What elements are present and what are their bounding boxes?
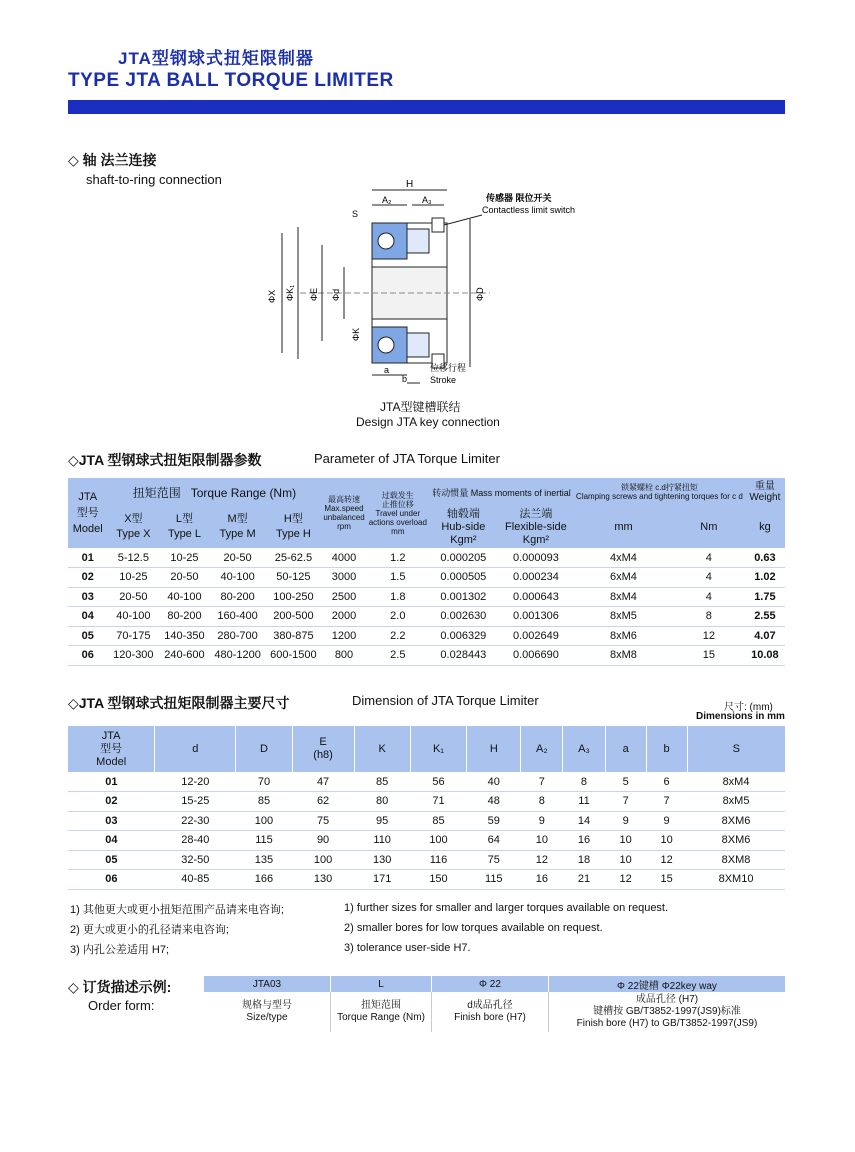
page-title-cn: JTA型钢球式扭矩限制器 (118, 49, 314, 68)
params-row (68, 607, 785, 627)
dims-cell: 16 (563, 831, 605, 851)
params-inertia-header: 转动惯量 Mass moments of inertial (429, 478, 574, 506)
params-cell: 12 (673, 626, 745, 646)
params-cell: 1.02 (745, 568, 785, 588)
dims-cell: 64 (467, 831, 521, 851)
label-K1: ΦK₁ (285, 284, 295, 301)
params-cell: 120-300 (107, 646, 159, 666)
params-stroke-header: 过载发生 止推位移 Travel under actions overload mm (367, 478, 429, 548)
dims-cell: 14 (563, 811, 605, 831)
dims-cell: 85 (236, 792, 292, 812)
params-flex-header: 法兰端 Flexible-side Kgm² (498, 506, 574, 548)
params-cell: 06 (68, 646, 107, 666)
design-caption-en: Design JTA key connection (356, 415, 500, 429)
dims-cell: 12 (521, 850, 563, 870)
note-cn-1: 1) 其他更大或更小扭矩范围产品请来电咨询; (70, 904, 284, 916)
label-X: ΦX (267, 289, 277, 303)
dims-cell: 166 (236, 870, 292, 890)
params-cell: 20-50 (159, 568, 209, 588)
sensor-label-en: Contactless limit switch (482, 205, 576, 215)
dims-cell: 8XM10 (687, 870, 785, 890)
dims-heading-en: Dimension of JTA Torque Limiter (352, 693, 539, 708)
dims-table (68, 726, 785, 890)
order-label-keyway: 成品孔径 (H7) 键槽按 GB/T3852-1997(JS9)标准 Finish bore (H7) to GB/T3852-1997(JS9) (576, 994, 758, 1029)
params-heading-en: Parameter of JTA Torque Limiter (314, 451, 500, 466)
params-cell: 480-1200 (210, 646, 266, 666)
dims-cell: 8XM8 (687, 850, 785, 870)
design-caption-cn: JTA型键槽联结 (380, 400, 461, 414)
order-table (204, 976, 785, 1032)
sensor-leader (444, 215, 482, 225)
params-cell: 20-50 (107, 587, 159, 607)
params-cell: 0.001302 (429, 587, 498, 607)
notes-en (344, 898, 668, 958)
dims-header-cell: a (605, 726, 646, 772)
params-cell: 140-350 (159, 626, 209, 646)
note-cn-2: 2) 更大或更小的孔径请来电咨询; (70, 924, 229, 936)
params-cell: 4 (673, 587, 745, 607)
params-cell: 280-700 (210, 626, 266, 646)
dims-heading-cn: ◇JTA 型钢球式扭矩限制器主要尺寸 (68, 695, 290, 711)
params-cell: 380-875 (266, 626, 322, 646)
dims-row (68, 772, 785, 792)
params-cell: 10-25 (159, 548, 209, 568)
params-cell: 100-250 (266, 587, 322, 607)
dims-header-cell: b (646, 726, 687, 772)
params-cell: 05 (68, 626, 107, 646)
dims-cell: 110 (354, 831, 410, 851)
params-speed-header: 最高转速 Max.speed unbalanced rpm (321, 478, 366, 548)
params-cell: 4 (673, 568, 745, 588)
label-d: Φd (331, 288, 341, 301)
order-heading-en: Order form: (88, 998, 155, 1013)
dims-cell: 8XM6 (687, 831, 785, 851)
params-cell: 0.000234 (498, 568, 574, 588)
params-row (68, 587, 785, 607)
dims-cell: 12-20 (155, 772, 236, 792)
notes-cn (70, 900, 284, 960)
params-cell: 70-175 (107, 626, 159, 646)
params-cell: 02 (68, 568, 107, 588)
dims-header-cell: K (354, 726, 410, 772)
dims-cell: 71 (410, 792, 466, 812)
dims-cell: 10 (605, 850, 646, 870)
params-cell: 80-200 (159, 607, 209, 627)
dims-header-cell: A₂ (521, 726, 563, 772)
dims-row (68, 870, 785, 890)
params-cell: 4.07 (745, 626, 785, 646)
dims-cell: 85 (410, 811, 466, 831)
label-D: ΦD (475, 287, 485, 301)
order-value-keyway: Φ 22键槽 Φ22key way (549, 976, 786, 992)
dims-cell: 80 (354, 792, 410, 812)
dims-cell: 7 (605, 792, 646, 812)
params-cell: 8xM6 (574, 626, 673, 646)
dims-cell: 15-25 (155, 792, 236, 812)
params-weight-header: 重量 Weight (745, 478, 785, 506)
dims-cell: 56 (410, 772, 466, 792)
params-cell: 800 (321, 646, 366, 666)
dims-cell: 8 (521, 792, 563, 812)
connection-heading-en: shaft-to-ring connection (86, 172, 222, 187)
dims-cell: 116 (410, 850, 466, 870)
params-row (68, 626, 785, 646)
dims-cell: 15 (646, 870, 687, 890)
order-heading-cn: ◇ 订货描述示例: (68, 979, 172, 995)
params-cell: 40-100 (107, 607, 159, 627)
dims-cell: 47 (292, 772, 354, 792)
note-cn-3: 3) 内孔公差适用 H7; (70, 944, 170, 956)
dims-cell: 135 (236, 850, 292, 870)
note-en-2: 2) smaller bores for low torques available on request. (344, 922, 603, 934)
lower-ball (378, 337, 394, 353)
dims-cell: 18 (563, 850, 605, 870)
dims-cell: 8xM5 (687, 792, 785, 812)
dims-cell: 10 (605, 831, 646, 851)
upper-ball (378, 233, 394, 249)
dims-cell: 150 (410, 870, 466, 890)
dims-cell: 28-40 (155, 831, 236, 851)
params-cell: 10-25 (107, 568, 159, 588)
dims-cell: 21 (563, 870, 605, 890)
dims-row (68, 850, 785, 870)
params-cell: 0.006690 (498, 646, 574, 666)
params-cell: 1.8 (367, 587, 429, 607)
params-cell: 6xM4 (574, 568, 673, 588)
dims-cell: 6 (646, 772, 687, 792)
order-label-size: 规格与型号 Size/type (204, 992, 331, 1032)
params-cell: 0.000643 (498, 587, 574, 607)
params-cell: 25-62.5 (266, 548, 322, 568)
dims-cell: 03 (68, 811, 155, 831)
params-cell: 2.0 (367, 607, 429, 627)
dims-cell: 10 (646, 831, 687, 851)
dims-cell: 01 (68, 772, 155, 792)
params-cell: 40-100 (159, 587, 209, 607)
params-cell: 4 (673, 548, 745, 568)
stroke-label-cn: 位移行程 (430, 363, 467, 373)
params-cell: 40-100 (210, 568, 266, 588)
dims-cell: 75 (467, 850, 521, 870)
dims-cell: 95 (354, 811, 410, 831)
upper-switch (432, 218, 444, 232)
dims-cell: 12 (646, 850, 687, 870)
label-S: S (352, 209, 359, 219)
params-row (68, 568, 785, 588)
params-cell: 4000 (321, 548, 366, 568)
dims-header-cell: D (236, 726, 292, 772)
sensor-label-cn: 传感器 限位开关 (486, 193, 552, 203)
dims-cell: 22-30 (155, 811, 236, 831)
dims-cell: 9 (646, 811, 687, 831)
params-cell: 8xM5 (574, 607, 673, 627)
dims-cell: 75 (292, 811, 354, 831)
dims-cell: 04 (68, 831, 155, 851)
dims-cell: 8xM4 (687, 772, 785, 792)
params-cell: 200-500 (266, 607, 322, 627)
note-en-3: 3) tolerance user-side H7. (344, 942, 471, 954)
params-cell: 2.5 (367, 646, 429, 666)
params-row (68, 646, 785, 666)
dims-cell: 8XM6 (687, 811, 785, 831)
dims-cell: 9 (605, 811, 646, 831)
label-H: H (406, 179, 414, 190)
dims-header-cell: JTA 型号 Model (68, 726, 155, 772)
order-value-torque: L (331, 976, 432, 992)
params-heading-cn: ◇JTA 型钢球式扭矩限制器参数 (68, 452, 262, 468)
dims-cell: 59 (467, 811, 521, 831)
note-en-1: 1) further sizes for smaller and larger torques available on request. (344, 902, 669, 914)
params-clamp-header: 锁紧螺栓 c.d拧紧扭矩 Clamping screws and tightening torques for c d (574, 478, 745, 506)
params-x-header: X型 Type X (107, 506, 159, 548)
params-cell: 1.75 (745, 587, 785, 607)
order-value-size: JTA03 (204, 976, 331, 992)
dims-row (68, 811, 785, 831)
params-h-header: H型 Type H (266, 506, 322, 548)
params-cell: 3000 (321, 568, 366, 588)
params-cell: 0.006329 (429, 626, 498, 646)
dims-cell: 40 (467, 772, 521, 792)
label-A3: A₃ (422, 195, 432, 205)
label-a: a (384, 365, 390, 375)
dims-cell: 7 (646, 792, 687, 812)
dims-cell: 7 (521, 772, 563, 792)
params-cell: 0.028443 (429, 646, 498, 666)
params-m-header: M型 Type M (210, 506, 266, 548)
params-nm-header: Nm (673, 506, 745, 548)
params-cell: 0.000093 (498, 548, 574, 568)
dims-cell: 16 (521, 870, 563, 890)
dims-header-cell: K₁ (410, 726, 466, 772)
dims-header-cell: d (155, 726, 236, 772)
dims-cell: 48 (467, 792, 521, 812)
dims-cell: 12 (605, 870, 646, 890)
params-kg-header: kg (745, 506, 785, 548)
params-cell: 1200 (321, 626, 366, 646)
dims-row (68, 831, 785, 851)
dims-cell: 100 (292, 850, 354, 870)
params-l-header: L型 Type L (159, 506, 209, 548)
params-cell: 0.002630 (429, 607, 498, 627)
params-cell: 0.000205 (429, 548, 498, 568)
connection-heading-cn: ◇ 轴 法兰连接 (68, 152, 157, 168)
label-K: ΦK (351, 327, 361, 341)
torque-limiter-drawing (260, 175, 600, 390)
dims-cell: 8 (563, 772, 605, 792)
params-cell: 50-125 (266, 568, 322, 588)
label-E: ΦE (309, 287, 319, 301)
dims-cell: 06 (68, 870, 155, 890)
dims-header-cell: S (687, 726, 785, 772)
dims-cell: 130 (292, 870, 354, 890)
dims-cell: 10 (521, 831, 563, 851)
params-cell: 160-400 (210, 607, 266, 627)
dims-cell: 5 (605, 772, 646, 792)
params-cell: 1.2 (367, 548, 429, 568)
params-cell: 2500 (321, 587, 366, 607)
dims-row (68, 792, 785, 812)
params-cell: 04 (68, 607, 107, 627)
params-cell: 15 (673, 646, 745, 666)
order-label-bore: d成品孔径 Finish bore (H7) (432, 992, 549, 1032)
dims-cell: 70 (236, 772, 292, 792)
params-cell: 4xM4 (574, 548, 673, 568)
params-cell: 600-1500 (266, 646, 322, 666)
label-b: b (402, 374, 408, 384)
dims-cell: 02 (68, 792, 155, 812)
dims-cell: 62 (292, 792, 354, 812)
dims-cell: 100 (410, 831, 466, 851)
dims-cell: 90 (292, 831, 354, 851)
dims-cell: 9 (521, 811, 563, 831)
dims-header-cell: A₃ (563, 726, 605, 772)
title-divider-bar (68, 100, 785, 114)
lower-flange (407, 333, 429, 357)
params-cell: 2000 (321, 607, 366, 627)
params-cell: 01 (68, 548, 107, 568)
params-cell: 2.2 (367, 626, 429, 646)
params-hub-header: 轴毂端 Hub-side Kgm² (429, 506, 498, 548)
params-cell: 20-50 (210, 548, 266, 568)
params-cell: 2.55 (745, 607, 785, 627)
dims-cell: 115 (467, 870, 521, 890)
params-cell: 03 (68, 587, 107, 607)
order-value-bore: Φ 22 (432, 976, 549, 992)
upper-flange (407, 229, 429, 253)
params-torque-header: 扭矩范围 Torque Range (Nm) (107, 478, 321, 506)
dims-header-cell: E (h8) (292, 726, 354, 772)
params-cell: 0.001306 (498, 607, 574, 627)
params-cell: 0.000505 (429, 568, 498, 588)
params-cell: 10.08 (745, 646, 785, 666)
dims-unit-en: Dimensions in mm (696, 711, 785, 722)
params-cell: 8 (673, 607, 745, 627)
params-table (68, 478, 785, 666)
params-cell: 0.002649 (498, 626, 574, 646)
dims-header-cell: H (467, 726, 521, 772)
params-cell: 5-12.5 (107, 548, 159, 568)
order-label-torque: 扭矩范围 Torque Range (Nm) (331, 992, 432, 1032)
dims-cell: 32-50 (155, 850, 236, 870)
params-cell: 1.5 (367, 568, 429, 588)
dims-unit-cn: 尺寸: (mm) (724, 702, 773, 713)
dims-cell: 40-85 (155, 870, 236, 890)
params-cell: 240-600 (159, 646, 209, 666)
label-A2: A₂ (382, 195, 392, 205)
dims-cell: 100 (236, 811, 292, 831)
page-title-en: TYPE JTA BALL TORQUE LIMITER (68, 70, 394, 91)
dims-cell: 130 (354, 850, 410, 870)
params-cell: 8xM4 (574, 587, 673, 607)
dims-cell: 11 (563, 792, 605, 812)
dims-cell: 85 (354, 772, 410, 792)
params-row (68, 548, 785, 568)
params-cell: 0.63 (745, 548, 785, 568)
params-mm-header: mm (574, 506, 673, 548)
params-model-header: JTA 型号 Model (68, 478, 107, 548)
stroke-label-en: Stroke (430, 375, 457, 385)
params-cell: 8xM8 (574, 646, 673, 666)
dims-cell: 05 (68, 850, 155, 870)
dims-cell: 171 (354, 870, 410, 890)
dims-cell: 115 (236, 831, 292, 851)
params-cell: 80-200 (210, 587, 266, 607)
